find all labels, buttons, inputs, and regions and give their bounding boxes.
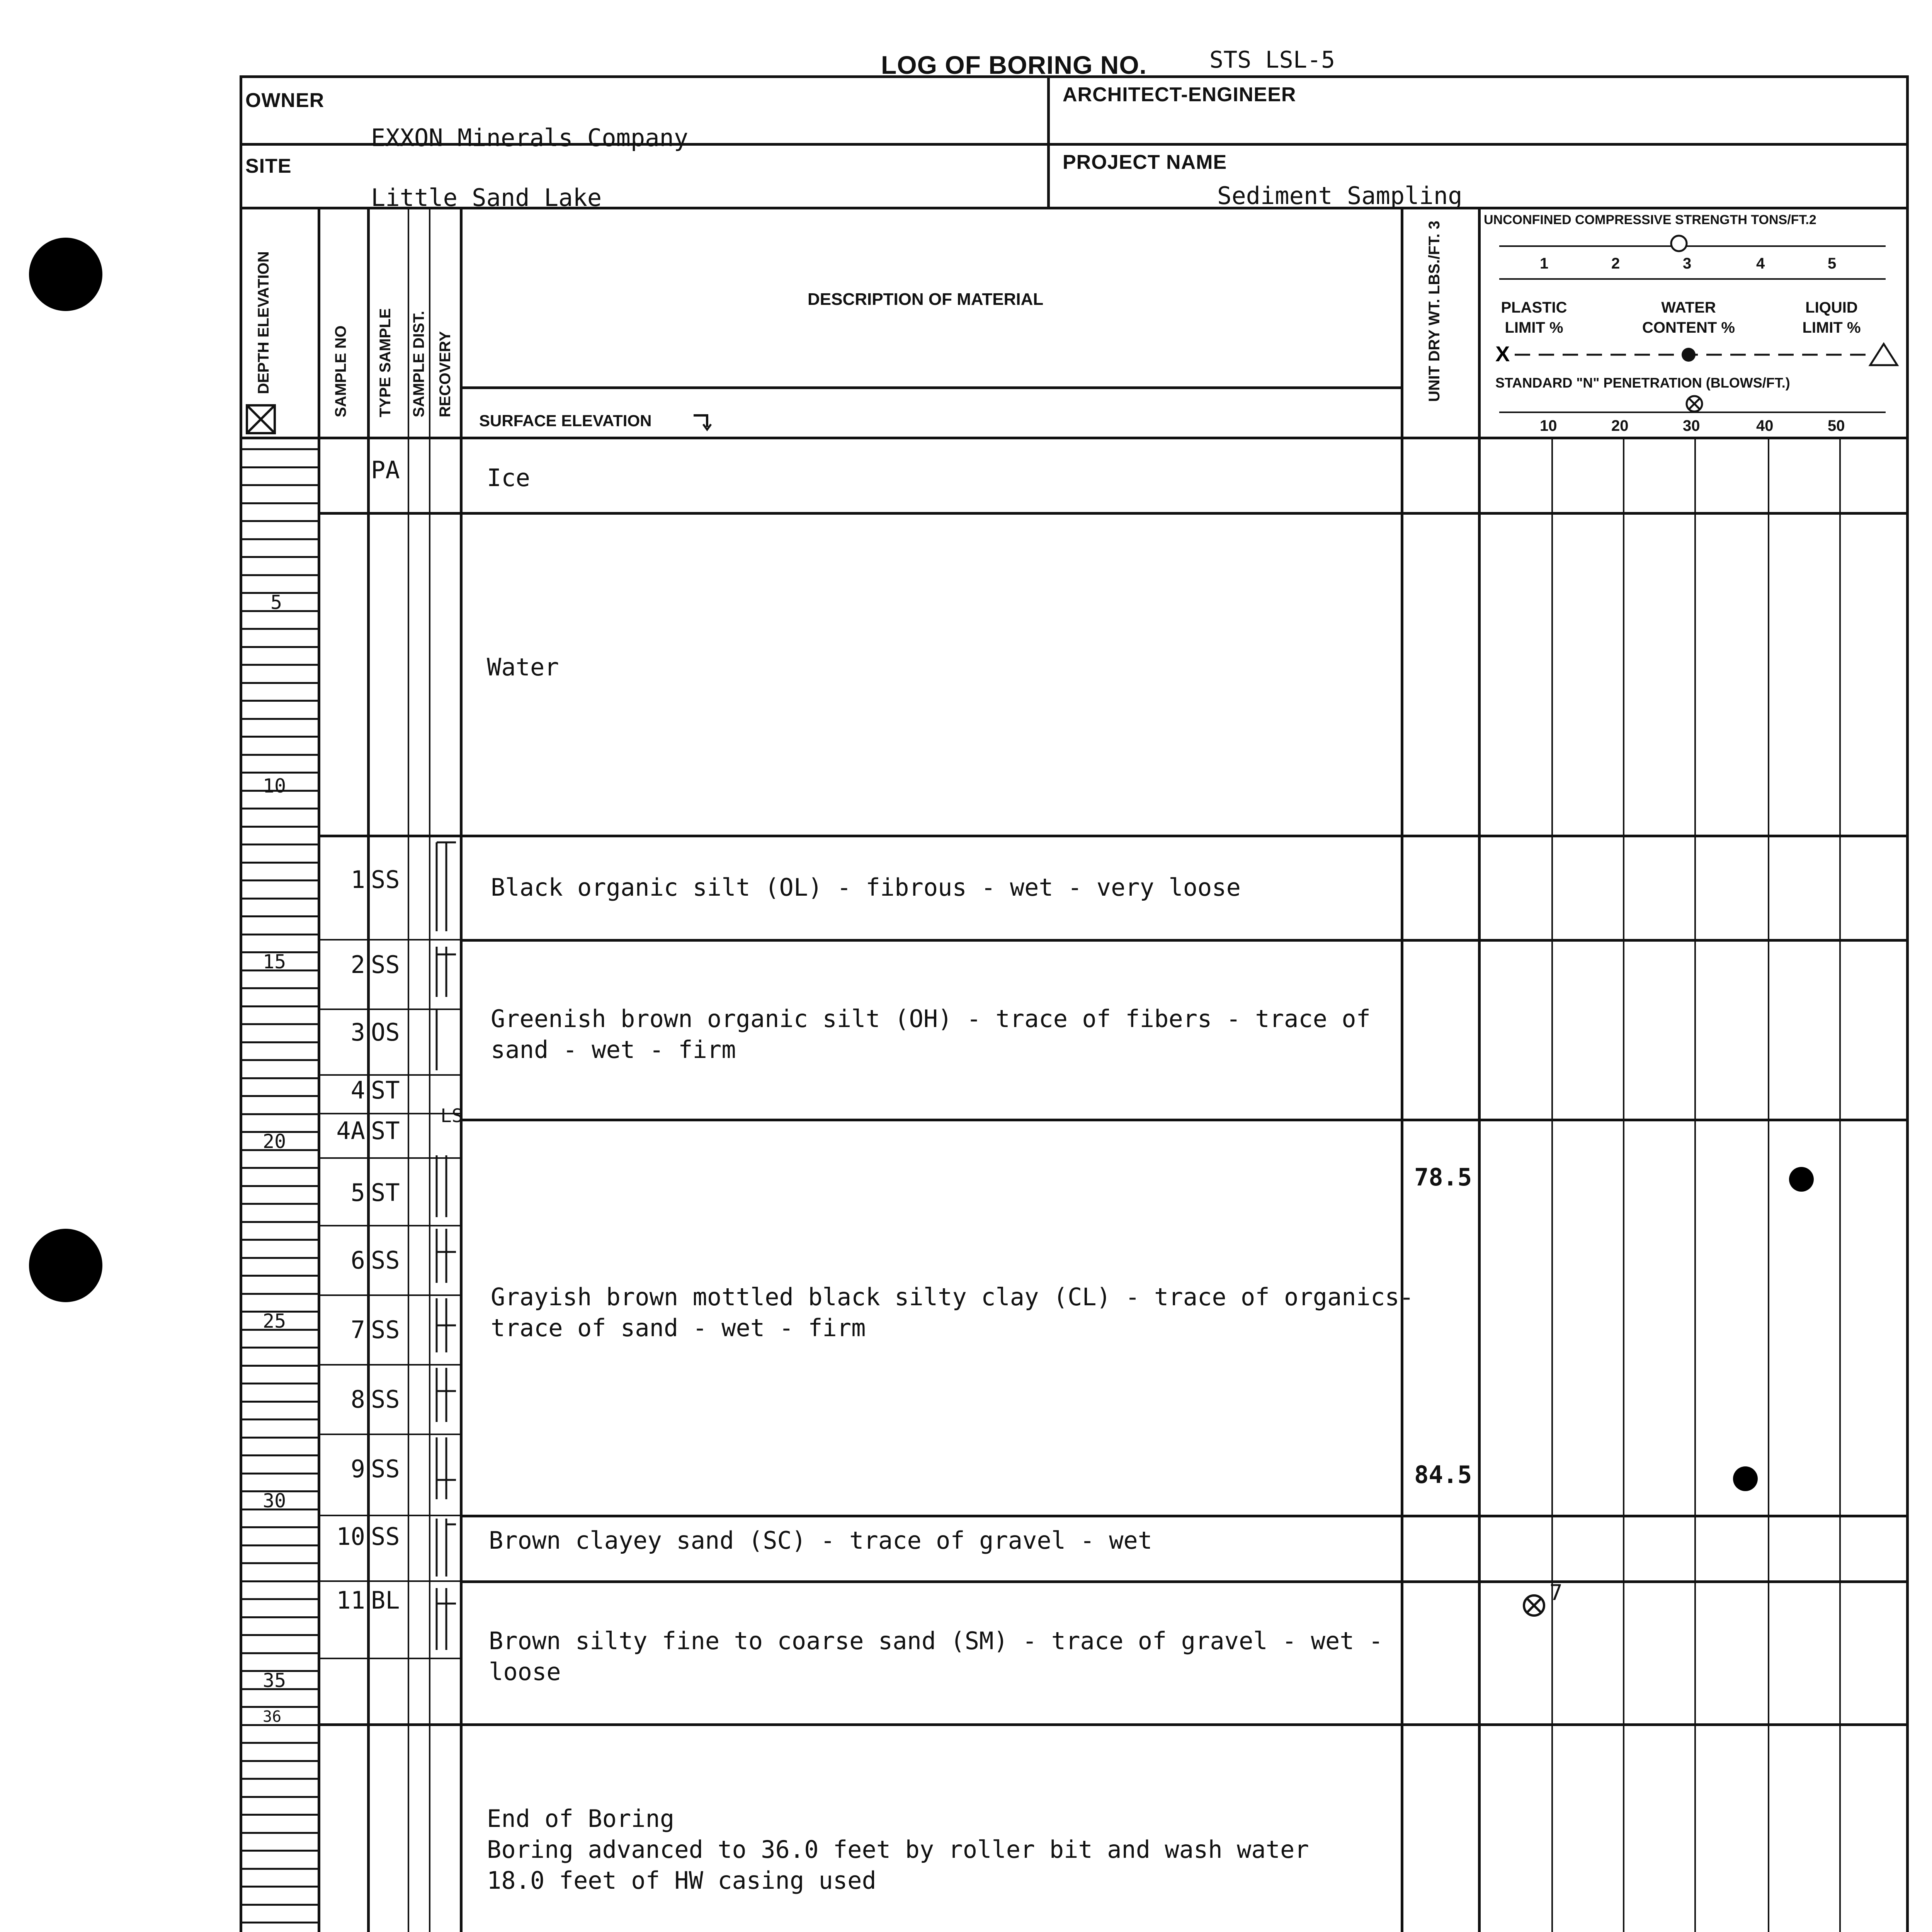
binder-hole-middle <box>29 1229 102 1302</box>
depth-tick <box>240 862 318 864</box>
depth-tick <box>240 520 318 522</box>
depth-tick <box>240 1347 318 1349</box>
depth-tick <box>240 1293 318 1295</box>
water-content-label: WATER CONTENT % <box>1642 299 1735 336</box>
depth-label-20: 20 <box>263 1130 286 1153</box>
depth-label-15: 15 <box>263 951 286 973</box>
ucs-tick-4: 4 <box>1756 255 1765 272</box>
layer-clayey-sand: Brown clayey sand (SC) - trace of gravel - wet <box>489 1526 1153 1554</box>
depth-tick <box>240 466 318 468</box>
boring-number: STS LSL-5 <box>1209 46 1335 73</box>
depth-tick <box>240 1113 318 1115</box>
sample-number: 11 <box>336 1586 365 1614</box>
depth-tick <box>240 1742 318 1744</box>
sample-number: 5 <box>350 1179 365 1207</box>
depth-tick <box>240 1059 318 1061</box>
sample-type: SS <box>371 866 400 894</box>
spt-tick-20: 20 <box>1611 417 1629 434</box>
depth-tick <box>240 1760 318 1762</box>
depth-tick <box>240 1239 318 1241</box>
depth-tick <box>240 1401 318 1403</box>
depth-tick <box>240 628 318 630</box>
ucs-title: UNCONFINED COMPRESSIVE STRENGTH TONS/FT.2 <box>1484 213 1816 227</box>
spt-point <box>1520 1592 1548 1619</box>
project-label: PROJECT NAME <box>1063 151 1227 173</box>
depth-x-box <box>245 404 276 435</box>
layer-black-organic-silt: Black organic silt (OL) - fibrous - wet - very loose <box>491 873 1241 901</box>
depth-tick <box>240 1275 318 1277</box>
depth-tick <box>240 754 318 756</box>
water-content-point-2 <box>1733 1466 1758 1491</box>
depth-tick <box>240 1526 318 1528</box>
svg-text:X: X <box>1495 342 1510 366</box>
depth-tick <box>240 1418 318 1420</box>
layer-silty-sand-line1: Brown silty fine to coarse sand (SM) - trace of gravel - wet - <box>489 1627 1383 1655</box>
depth-tick <box>240 1652 318 1654</box>
depth-tick <box>240 1778 318 1780</box>
sample-number: 1 <box>350 866 365 894</box>
depth-tick <box>240 1832 318 1834</box>
unit-weight-1: 78.5 <box>1414 1163 1472 1191</box>
depth-tick <box>240 1023 318 1025</box>
depth-label-10: 10 <box>263 775 286 797</box>
header-sample-no: SAMPLE NO <box>332 325 349 417</box>
depth-tick <box>240 1041 318 1043</box>
sample-type: OS <box>371 1018 400 1046</box>
depth-tick <box>240 1185 318 1187</box>
depth-tick <box>240 879 318 881</box>
binder-hole-top <box>29 238 102 311</box>
sample-number: 8 <box>350 1385 365 1413</box>
depth-tick <box>240 1095 318 1097</box>
casing-note: 18.0 feet of HW casing used <box>487 1866 876 1895</box>
header-depth: DEPTH ELEVATION <box>255 251 272 394</box>
depth-tick <box>240 1473 318 1475</box>
ucs-tick-2: 2 <box>1611 255 1620 272</box>
depth-tick <box>240 1922 318 1923</box>
header-type-sample: TYPE SAMPLE <box>377 308 394 417</box>
depth-tick <box>240 1365 318 1367</box>
owner-value: EXXON Minerals Company <box>371 124 689 152</box>
depth-tick <box>240 484 318 486</box>
depth-tick <box>240 1167 318 1169</box>
depth-label-25: 25 <box>263 1310 286 1332</box>
site-label: SITE <box>245 155 292 177</box>
layer-water: Water <box>487 653 559 681</box>
depth-tick <box>240 1598 318 1600</box>
sample-number: 9 <box>350 1455 365 1483</box>
depth-tick <box>240 1886 318 1888</box>
ucs-tick-5: 5 <box>1828 255 1837 272</box>
depth-tick <box>240 556 318 558</box>
architect-label: ARCHITECT-ENGINEER <box>1063 83 1296 106</box>
header-unit-dry-weight: UNIT DRY WT. LBS./FT. 3 <box>1426 221 1443 402</box>
limit-line-symbols <box>1495 340 1905 371</box>
depth-tick <box>240 772 318 774</box>
sample-type: PA <box>371 456 400 484</box>
depth-tick <box>240 1383 318 1384</box>
layer-silty-clay-line2: trace of sand - wet - firm <box>491 1314 866 1342</box>
depth-tick <box>240 736 318 738</box>
page-title: LOG OF BORING NO. <box>881 51 1147 79</box>
depth-tick <box>240 700 318 702</box>
depth-tick <box>240 844 318 845</box>
ucs-tick-1: 1 <box>1540 255 1549 272</box>
depth-label-30: 30 <box>263 1490 286 1512</box>
depth-tick <box>240 1005 318 1007</box>
layer-greenish-brown-silt-line2: sand - wet - firm <box>491 1036 736 1064</box>
depth-tick <box>240 574 318 576</box>
depth-label-5: 5 <box>270 591 282 614</box>
depth-tick <box>240 718 318 720</box>
depth-tick <box>240 898 318 900</box>
sample-type: SS <box>371 1522 400 1551</box>
liquid-limit-label: LIQUID LIMIT % <box>1802 299 1861 336</box>
spt-value: 7 <box>1549 1580 1563 1605</box>
sample-type: ST <box>371 1179 400 1207</box>
spt-tick-50: 50 <box>1828 417 1845 434</box>
depth-tick <box>240 1562 318 1564</box>
spt-tick-40: 40 <box>1756 417 1774 434</box>
surface-elevation-arrow <box>692 410 715 433</box>
depth-tick <box>240 1203 318 1205</box>
layer-ice: Ice <box>487 464 530 492</box>
sample-number: 4A <box>336 1117 365 1145</box>
sample-type: ST <box>371 1076 400 1104</box>
plastic-limit-label: PLASTIC LIMIT % <box>1501 299 1567 336</box>
depth-tick <box>240 1616 318 1618</box>
depth-label-35: 35 <box>263 1669 286 1692</box>
depth-tick <box>240 1257 318 1259</box>
depth-tick <box>240 1850 318 1852</box>
ls-mark: LS <box>440 1105 463 1127</box>
sample-number: 4 <box>350 1076 365 1104</box>
spt-label: STANDARD "N" PENETRATION (BLOWS/FT.) <box>1495 375 1790 391</box>
sample-type: BL <box>371 1586 400 1614</box>
depth-tick <box>240 1437 318 1439</box>
depth-tick <box>240 1904 318 1906</box>
ucs-circle-symbol <box>1667 232 1690 255</box>
ucs-tick-3: 3 <box>1683 255 1692 272</box>
unit-weight-2: 84.5 <box>1414 1461 1472 1489</box>
depth-tick <box>240 538 318 540</box>
header-description: DESCRIPTION OF MATERIAL <box>808 290 1044 309</box>
spt-tick-10: 10 <box>1540 417 1557 434</box>
depth-tick <box>240 646 318 648</box>
header-surface-elevation: SURFACE ELEVATION <box>479 412 652 430</box>
depth-tick <box>240 915 318 917</box>
layer-silty-clay-line1: Grayish brown mottled black silty clay (CL) - trace of organics- <box>491 1283 1414 1311</box>
owner-label: OWNER <box>245 89 325 112</box>
depth-tick <box>240 1634 318 1636</box>
sample-number: 2 <box>350 951 365 979</box>
depth-tick <box>240 448 318 450</box>
end-of-boring: End of Boring <box>487 1804 675 1833</box>
sample-type: SS <box>371 951 400 979</box>
depth-tick <box>240 1221 318 1223</box>
layer-silty-sand-line2: loose <box>489 1658 561 1686</box>
sample-number: 7 <box>350 1316 365 1344</box>
site-value: Little Sand Lake <box>371 184 602 212</box>
depth-tick <box>240 1796 318 1798</box>
depth-tick <box>240 1580 318 1582</box>
sample-type: SS <box>371 1316 400 1344</box>
sample-type: SS <box>371 1246 400 1274</box>
sample-type: SS <box>371 1385 400 1413</box>
sample-number: 10 <box>336 1522 365 1551</box>
boring-advance-note: Boring advanced to 36.0 feet by roller bit and wash water <box>487 1835 1309 1864</box>
depth-tick <box>240 826 318 828</box>
depth-tick <box>240 682 318 684</box>
sample-type: SS <box>371 1455 400 1483</box>
depth-tick <box>240 934 318 935</box>
spt-tick-30: 30 <box>1683 417 1700 434</box>
depth-tick <box>240 987 318 989</box>
sample-number: 3 <box>350 1018 365 1046</box>
depth-tick <box>240 664 318 666</box>
depth-label-36: 36 <box>263 1708 282 1726</box>
depth-tick <box>240 1454 318 1456</box>
depth-tick <box>240 1814 318 1816</box>
depth-tick <box>240 502 318 504</box>
project-value: Sediment Sampling <box>1217 182 1463 210</box>
sample-number: 6 <box>350 1246 365 1274</box>
sample-type: ST <box>371 1117 400 1145</box>
recovery-bars <box>429 835 460 1662</box>
depth-tick <box>240 1077 318 1079</box>
layer-greenish-brown-silt-line1: Greenish brown organic silt (OH) - trace of fibers - trace of <box>491 1005 1371 1033</box>
header-recovery: RECOVERY <box>437 331 454 417</box>
header-sample-dist: SAMPLE DIST. <box>410 311 427 417</box>
water-content-point-1 <box>1789 1167 1814 1192</box>
depth-tick <box>240 1868 318 1870</box>
depth-tick <box>240 808 318 810</box>
depth-tick <box>240 1544 318 1546</box>
